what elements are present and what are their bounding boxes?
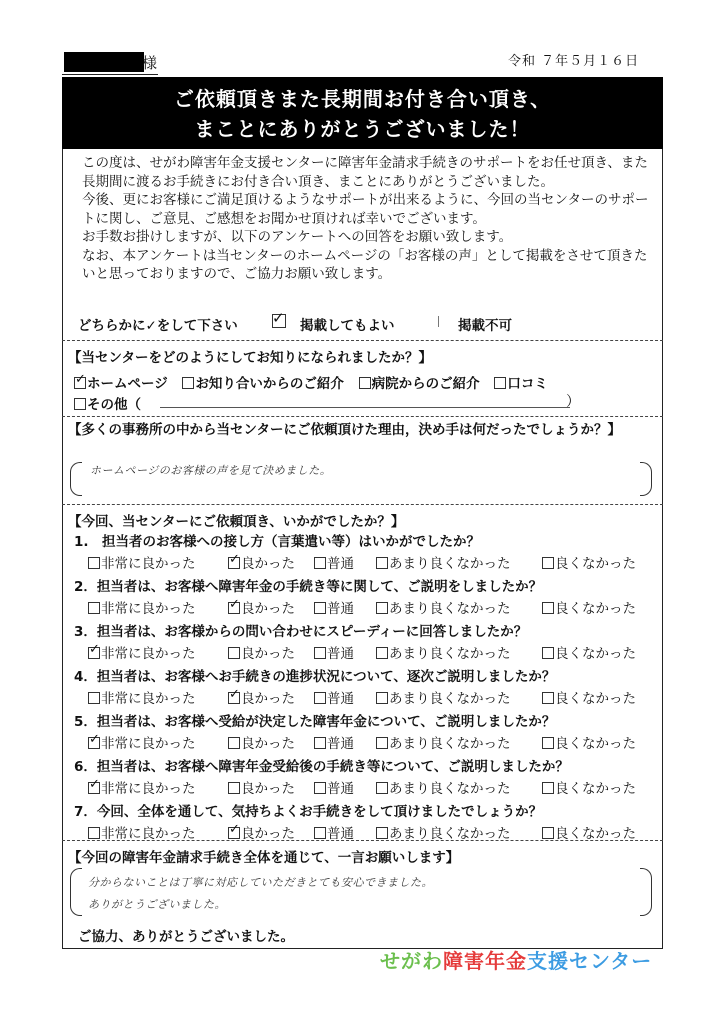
- question-5-checkbox-3[interactable]: [314, 737, 326, 749]
- divider: [62, 416, 663, 417]
- comment-answer-line-1: 分からないことは丁寧に対応していただきとても安心できました。: [88, 876, 433, 889]
- question-6-checkbox-2[interactable]: [228, 782, 240, 794]
- question-7-option-5: 良くなかった: [555, 826, 636, 842]
- intro-paragraph-1: この度は、せがわ障害年金支援センターに障害年金請求手続きのサポートをお任せ頂き、また長期間に渡るお手続きにお付き合い頂き、まことにありがとうございました。: [82, 155, 648, 190]
- question-5-checkbox-5[interactable]: [542, 737, 554, 749]
- question-3-label: 3．担当者は、お客様からの問い合わせにスピーディーに回答しましたか？: [74, 624, 528, 640]
- question-2-option-5: 良くなかった: [555, 601, 636, 617]
- consent-instruction: どちらかに✓をして下さい: [78, 318, 238, 334]
- question-4-checkbox-4[interactable]: [376, 692, 388, 704]
- intro-paragraph-3: お手数お掛けしますが、以下のアンケートへの回答をお願い致します。: [82, 229, 513, 245]
- question-6-checkbox-4[interactable]: [376, 782, 388, 794]
- date: 令和 ７年５月１６日: [508, 54, 640, 69]
- question-5-label: 5．担当者は、お客様へ受給が決定した障害年金について、ご説明しましたか？: [74, 714, 556, 730]
- footer-thanks: ご協力、ありがとうございました。: [78, 929, 294, 945]
- question-4-option-3: 普通: [327, 691, 354, 707]
- question-5-option-2: 良かった: [241, 736, 295, 752]
- question-1-checkbox-1[interactable]: [88, 557, 100, 569]
- intro-paragraph-4: なお、本アンケートは当センターのホームページの「お客様の声」として掲載をさせて頂きたいと思っておりますので、ご協力お願い致します。: [82, 247, 648, 282]
- question-2-option-4: あまり良くなかった: [389, 601, 511, 617]
- question-3-option-1: 非常に良かった: [101, 646, 196, 662]
- question-3-checkbox-4[interactable]: [376, 647, 388, 659]
- question-6-option-3: 普通: [327, 781, 354, 797]
- question-5-checkbox-2[interactable]: [228, 737, 240, 749]
- question-4-option-2: 良かった: [241, 691, 295, 707]
- question-4-checkbox-2[interactable]: [228, 692, 240, 704]
- question-7-label: 7．今回、全体を通して、気持ちよくお手続きをして頂けましたでしょうか？: [74, 804, 543, 820]
- title-line-1: ご依頼頂きまた長期間お付き合い頂き、: [173, 87, 552, 111]
- option-homepage: ホームページ: [87, 376, 168, 392]
- question-7-option-2: 良かった: [241, 826, 295, 842]
- question-7-option-3: 普通: [327, 826, 354, 842]
- question-2-option-1: 非常に良かった: [101, 601, 196, 617]
- question-1-option-2: 良かった: [241, 556, 295, 572]
- question-2-checkbox-3[interactable]: [314, 602, 326, 614]
- question-5-checkbox-1[interactable]: [88, 737, 100, 749]
- question-7-option-1: 非常に良かった: [101, 826, 196, 842]
- section2-heading: 【多くの事務所の中から当センターにご依頼頂けた理由，決め手は何だったでしょうか？】: [68, 422, 621, 438]
- section3-heading: 【今回、当センターにご依頼頂き、いかがでしたか？】: [68, 514, 405, 530]
- question-6-checkbox-3[interactable]: [314, 782, 326, 794]
- check-icon: ✓: [272, 309, 285, 327]
- question-4-checkbox-3[interactable]: [314, 692, 326, 704]
- question-1-label: 1. 担当者のお客様への接し方（言葉遣い等）はいかがでしたか？: [74, 534, 481, 550]
- intro-paragraph-2: 今後、更にお客様にご満足頂けるようなサポートが出来るように、今回の当センターのサポートに関し、ご意見、ご感想をお聞かせ頂ければ幸いでございます。: [82, 192, 649, 227]
- comment-bracket-left: [70, 868, 82, 916]
- question-1-checkbox-5[interactable]: [542, 557, 554, 569]
- title-line-2: まことにありがとうございました！: [194, 117, 531, 141]
- divider: [62, 504, 663, 505]
- question-2-checkbox-1[interactable]: [88, 602, 100, 614]
- question-6-label: 6．担当者は、お客様へ障害年金受給後の手続き等について、ご説明しましたか？: [74, 759, 569, 775]
- logo: [380, 945, 652, 974]
- reason-answer: ホームページのお客様の声を見て決めました。: [90, 464, 332, 477]
- question-4-option-1: 非常に良かった: [101, 691, 196, 707]
- question-6-option-4: あまり良くなかった: [389, 781, 511, 797]
- consent-no-mark[interactable]: [438, 316, 439, 327]
- comment-bracket-right: [640, 868, 652, 916]
- question-1-checkbox-3[interactable]: [314, 557, 326, 569]
- question-3-checkbox-2[interactable]: [228, 647, 240, 659]
- question-3-checkbox-1[interactable]: [88, 647, 100, 659]
- honorific: 様: [142, 54, 158, 72]
- comment-answer-line-2: ありがとうございました。: [88, 898, 226, 911]
- question-5-option-1: 非常に良かった: [101, 736, 196, 752]
- question-3-option-2: 良かった: [241, 646, 295, 662]
- checkbox-hospital[interactable]: [359, 377, 371, 389]
- question-3-checkbox-5[interactable]: [542, 647, 554, 659]
- source-options: [74, 372, 558, 392]
- question-1-option-1: 非常に良かった: [101, 556, 196, 572]
- question-1-option-3: 普通: [327, 556, 354, 572]
- checkbox-other[interactable]: [74, 398, 86, 410]
- logo-part-1: せがわ: [380, 949, 443, 973]
- question-5-option-4: あまり良くなかった: [389, 736, 511, 752]
- option-other: その他（: [87, 397, 141, 413]
- option-hospital: 病院からのご紹介: [371, 376, 480, 392]
- consent-yes-checkbox[interactable]: [272, 309, 286, 328]
- other-input-line[interactable]: [160, 396, 570, 408]
- question-7-option-4: あまり良くなかった: [389, 826, 511, 842]
- question-3-option-4: あまり良くなかった: [389, 646, 511, 662]
- question-6-option-2: 良かった: [241, 781, 295, 797]
- question-2-label: 2．担当者は、お客様へ障害年金の手続き等に関して、ご説明をしましたか？: [74, 579, 543, 595]
- other-close-paren: ）: [566, 394, 580, 410]
- question-1-checkbox-4[interactable]: [376, 557, 388, 569]
- answer-bracket-left: [70, 462, 82, 496]
- name-underline: [62, 74, 158, 75]
- question-6-checkbox-5[interactable]: [542, 782, 554, 794]
- consent-no-label: 掲載不可: [458, 318, 512, 334]
- question-4-label: 4．担当者は、お客様へお手続きの進捗状況について、逐次ご説明しましたか？: [74, 669, 556, 685]
- intro-text: [82, 154, 652, 284]
- redacted-name: [64, 52, 144, 72]
- question-4-option-5: 良くなかった: [555, 691, 636, 707]
- section4-heading: 【今回の障害年金請求手続き全体を通じて、一言お願いします】: [68, 850, 460, 866]
- consent-yes-label: 掲載してもよい: [300, 318, 395, 334]
- question-3-option-5: 良くなかった: [555, 646, 636, 662]
- question-2-option-3: 普通: [327, 601, 354, 617]
- logo-part-2: 障害年金: [443, 949, 527, 973]
- question-7-checkbox-1[interactable]: [88, 827, 100, 839]
- checkbox-word-of-mouth[interactable]: [494, 377, 506, 389]
- question-7-checkbox-5[interactable]: [542, 827, 554, 839]
- question-1-option-5: 良くなかった: [555, 556, 636, 572]
- question-7-checkbox-4[interactable]: [376, 827, 388, 839]
- title-banner: [62, 77, 663, 149]
- question-1-option-4: あまり良くなかった: [389, 556, 511, 572]
- answer-bracket-right: [640, 462, 652, 496]
- question-6-checkbox-1[interactable]: [88, 782, 100, 794]
- question-5-option-3: 普通: [327, 736, 354, 752]
- divider: [62, 340, 663, 341]
- question-6-option-1: 非常に良かった: [101, 781, 196, 797]
- divider: [62, 840, 663, 841]
- question-4-option-4: あまり良くなかった: [389, 691, 511, 707]
- source-other: [74, 393, 141, 413]
- question-1-checkbox-2[interactable]: [228, 557, 240, 569]
- question-4-checkbox-1[interactable]: [88, 692, 100, 704]
- question-2-checkbox-2[interactable]: [228, 602, 240, 614]
- checkbox-referral[interactable]: [182, 377, 194, 389]
- question-3-option-3: 普通: [327, 646, 354, 662]
- question-5-option-5: 良くなかった: [555, 736, 636, 752]
- logo-part-3: 支援センター: [527, 949, 653, 973]
- question-2-checkbox-5[interactable]: [542, 602, 554, 614]
- question-4-checkbox-5[interactable]: [542, 692, 554, 704]
- question-2-checkbox-4[interactable]: [376, 602, 388, 614]
- question-2-option-2: 良かった: [241, 601, 295, 617]
- question-3-checkbox-3[interactable]: [314, 647, 326, 659]
- option-word-of-mouth: 口コミ: [507, 376, 548, 392]
- question-6-option-5: 良くなかった: [555, 781, 636, 797]
- option-referral: お知り合いからのご紹介: [195, 376, 344, 392]
- question-7-checkbox-3[interactable]: [314, 827, 326, 839]
- checkbox-homepage[interactable]: [74, 377, 86, 389]
- section1-heading: 【当センターをどのようにしてお知りになられましたか？】: [68, 350, 432, 366]
- question-5-checkbox-4[interactable]: [376, 737, 388, 749]
- question-7-checkbox-2[interactable]: [228, 827, 240, 839]
